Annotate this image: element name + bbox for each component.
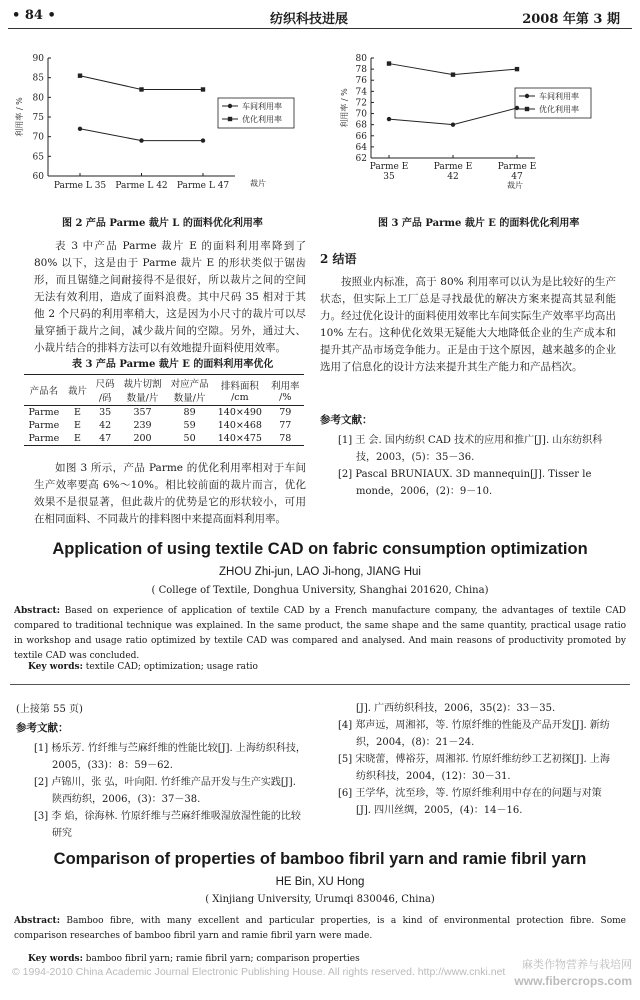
data-point xyxy=(78,74,82,78)
section-divider xyxy=(10,684,630,685)
data-point xyxy=(139,87,143,91)
table-cell: 140×490 xyxy=(217,407,262,418)
table-cell: Parme xyxy=(28,407,60,418)
data-point xyxy=(201,87,205,91)
table-cell: 42 xyxy=(99,420,112,431)
table-cell: 357 xyxy=(133,407,152,418)
data-point xyxy=(139,138,143,142)
x-tick-label: Parme E xyxy=(369,162,409,172)
table-3-caption: 表 3 产品 Parme 裁片 E 的面料利用率优化 xyxy=(72,359,274,370)
x-tick-label: 35 xyxy=(383,172,395,182)
table-cell: 59 xyxy=(183,420,196,431)
table-cell: E xyxy=(74,420,81,431)
data-point xyxy=(515,67,519,71)
table-row xyxy=(24,419,304,432)
y-tick-label: 76 xyxy=(355,76,367,87)
keywords-label: Key words: xyxy=(28,954,83,964)
table-header-cell: 利用率 /% xyxy=(271,380,300,403)
journal-name: 纺织科技进展 xyxy=(270,12,349,27)
table-cell: 35 xyxy=(99,407,112,418)
keywords-text: textile CAD; optimization; usage ratio xyxy=(82,662,258,672)
table-cell: 89 xyxy=(183,407,196,418)
table-header-cell: 对应产品 数量/片 xyxy=(170,379,209,404)
reference-item: [2] Pascal BRUNIAUX. 3D mannequin[J]. Tisser le monde，2006，(2)：9－10. xyxy=(338,469,592,497)
y-tick-label: 75 xyxy=(32,113,44,123)
y-axis-label: 利用率 / % xyxy=(15,97,24,137)
x-tick-label: 47 xyxy=(511,172,523,182)
article-2-keywords xyxy=(28,952,360,967)
table-cell: 77 xyxy=(279,420,292,431)
reference-item: [J]. 广西纺织科技，2006，35(2)：33－35. xyxy=(356,703,556,714)
article-1-title: Application of using textile CAD on fabric consumption optimization xyxy=(52,540,588,558)
y-tick-label: 90 xyxy=(32,54,44,64)
table-cell: 78 xyxy=(279,433,292,444)
table-cell: 47 xyxy=(99,433,112,444)
table-header-cell: 裁片切割 数量/片 xyxy=(123,379,162,404)
y-tick-label: 60 xyxy=(32,172,44,182)
keywords-text: bamboo fibril yarn; ramie fibril yarn; comparison properties xyxy=(82,954,360,964)
reference-item: [4] 郑声远，周湘祁，等. 竹原纤维的性能及产品开发[J]. 新纺织，2004，(8)：21－24. xyxy=(338,720,610,748)
header-rule xyxy=(8,28,632,29)
y-tick-label: 74 xyxy=(355,87,367,98)
data-point xyxy=(451,122,455,126)
legend-marker xyxy=(228,117,232,121)
y-tick-label: 85 xyxy=(32,73,44,84)
figure-2-chart xyxy=(10,38,300,198)
continued-marker: (上接第 55 页) xyxy=(16,704,83,715)
y-tick-label: 65 xyxy=(32,152,44,163)
abstract-label: Abstract: xyxy=(14,916,61,926)
copyright-footer: © 1994-2010 China Academic Journal Electronic Publishing House. All rights reserved. http://www.cnki.net xyxy=(12,966,506,978)
legend-marker xyxy=(525,94,529,98)
data-point xyxy=(515,106,519,110)
abstract-label: Abstract: xyxy=(14,606,61,616)
data-point xyxy=(451,72,455,76)
page-number: • 84 • xyxy=(12,8,56,23)
watermark-text: 麻类作物营养与栽培网 xyxy=(522,958,632,971)
y-tick-label: 80 xyxy=(355,54,367,64)
y-axis-label: 利用率 / % xyxy=(340,88,349,128)
table-cell: 200 xyxy=(133,433,152,444)
table-cell: 140×475 xyxy=(217,433,262,444)
table-cell: 140×468 xyxy=(217,420,262,431)
table-header-cell: 排料面积 /cm xyxy=(220,380,259,403)
legend-label: 车间利用率 xyxy=(242,102,282,111)
x-tick-label: Parme L 47 xyxy=(176,181,230,191)
section-title-conclusion: 2 结语 xyxy=(320,252,357,266)
article-1-authors: ZHOU Zhi-jun, LAO Ji-hong, JIANG Hui xyxy=(219,566,421,578)
table-cell: 79 xyxy=(279,407,292,418)
body-paragraph-1: 表 3 中产品 Parme 裁片 E 的面料利用率降到了 80% 以下，这是由于 Parme 裁片 E 的形状类似于锯齿形，而且锯缝之间耐接得不是很好，所以裁片之间的空间无法有效利用，造成了面料浪费。其中尺码 35 相对于其他 2 个尺码的利用率稍大，这是因为小尺寸的裁片可以尽量穿插于裁片之间，减少裁片间的空隙。另外，通过大、小裁片结合的排料方法可以有效地提升面料使用效率。 xyxy=(34,240,306,354)
x-tick-label: Parme E xyxy=(433,162,473,172)
conclusion-paragraph: 按照业内标准，高于 80% 利用率可以认为是比较好的生产状态，但实际上工厂总是寻找最优的解决方案来提高其显利能力。经过优化设计的面料使用效率比车间实际生产效率平均高出 10% 左右。这种优化效果无疑能大大地降低企业的生产成本和提升其产品市场竞争能力。正是由于这个原因，越来越多的企业选用了信息化的设计方法来提升其生产能力和产品档次。 xyxy=(320,276,616,373)
data-point xyxy=(201,138,205,142)
figure-3-caption: 图 3 产品 Parme 裁片 E 的面料优化利用率 xyxy=(378,218,580,229)
y-tick-label: 68 xyxy=(355,120,367,131)
y-tick-label: 64 xyxy=(355,142,367,153)
table-row xyxy=(24,406,304,420)
y-tick-label: 70 xyxy=(355,109,367,120)
x-axis-label: 裁片 xyxy=(250,179,266,188)
table-cell: Parme xyxy=(28,433,60,444)
article-1-keywords xyxy=(28,660,258,675)
table-header-cell: 产品名 xyxy=(29,386,59,397)
abstract-text: Bamboo fibre, with many excellent and particular properties, is a kind of environmental protection fibre. Some comparison researches of bamboo fibril yarn and ramie fibril yarn were made. xyxy=(14,916,626,941)
table-cell: 239 xyxy=(133,420,152,431)
table-header-cell: 尺码 /码 xyxy=(95,379,115,404)
reference-item: [2] 卢锦川，张 弘，叶向阳. 竹纤维产品开发与生产实践[J]. 陕西纺织，2006，(3)：37－38. xyxy=(34,777,296,805)
legend-label: 优化利用率 xyxy=(539,105,579,114)
continued-references-left xyxy=(34,740,306,842)
keywords-label: Key words: xyxy=(28,662,83,672)
figure-3-chart xyxy=(335,38,630,198)
x-tick-label: Parme L 42 xyxy=(115,181,168,191)
x-tick-label: 42 xyxy=(447,172,459,182)
y-tick-label: 62 xyxy=(355,154,367,164)
article-1-affiliation: ( College of Textile, Donghua University, Shanghai 201620, China) xyxy=(151,585,489,596)
data-point xyxy=(387,61,391,65)
series-line xyxy=(389,108,517,125)
data-point xyxy=(78,127,82,131)
article-2-authors: HE Bin, XU Hong xyxy=(275,876,365,888)
body-paragraph-2: 如图 3 所示，产品 Parme 的优化利用率相对于车间生产效率要高 6%～10%。相比较前面的裁片而言，优化效果不是很显著，但此裁片的优势是它的形状较小，可用在相同面料、不同裁片的排料图中来提高面料利用率。 xyxy=(34,462,306,525)
table-row xyxy=(24,432,304,446)
table-cell: 50 xyxy=(183,433,196,444)
reference-item: [1] 王 会. 国内纺织 CAD 技术的应用和推广[J]. 山东纺织科技，2003，(5)：35－36. xyxy=(338,435,603,463)
y-tick-label: 78 xyxy=(355,65,367,76)
continued-references-title: 参考文献： xyxy=(16,722,69,734)
legend-label: 车间利用率 xyxy=(539,92,579,101)
legend-label: 优化利用率 xyxy=(242,115,282,124)
references-list xyxy=(338,432,616,500)
y-tick-label: 80 xyxy=(32,93,44,104)
figure-2-caption: 图 2 产品 Parme 裁片 L 的面料优化利用率 xyxy=(62,218,263,229)
abstract-text: Based on experience of application of textile CAD by a French manufacture company, the advantages of textile CAD compared to traditional technique was explained. In the same product, the same shape and the same quantity, practical usage ratio in workshop and usage ratio optimized by textile CAD was compared and analysed. And main reasons of productivity promoted by textile CAD was concluded. xyxy=(14,606,626,661)
y-tick-label: 72 xyxy=(355,98,367,109)
legend-marker xyxy=(228,104,232,108)
references-title: 参考文献： xyxy=(320,414,373,426)
x-tick-label: Parme L 35 xyxy=(53,181,107,191)
reference-item: [3] 李 焰，徐海林. 竹原纤维与苎麻纤维吸湿放湿性能的比较研究 xyxy=(34,811,301,839)
table-3 xyxy=(24,374,304,446)
continued-references-right xyxy=(338,700,616,819)
y-tick-label: 70 xyxy=(32,132,44,143)
table-cell: Parme xyxy=(28,420,60,431)
table-cell: E xyxy=(74,433,81,444)
table-header-cell: 裁片 xyxy=(68,386,88,397)
article-2-abstract xyxy=(14,914,626,944)
table-cell: E xyxy=(74,407,81,418)
y-tick-label: 66 xyxy=(355,131,367,142)
x-tick-label: Parme E xyxy=(497,162,537,172)
watermark-url: www.fibercrops.com xyxy=(514,974,632,988)
reference-item: [1] 杨乐芳. 竹纤维与苎麻纤维的性能比较[J]. 上海纺织科技，2005，(33)：8：59－62. xyxy=(34,743,306,771)
article-2-affiliation: ( Xinjiang University, Urumqi 830046, China) xyxy=(205,894,435,905)
data-point xyxy=(387,117,391,121)
issue-label: 2008 年第 3 期 xyxy=(522,12,620,27)
article-1-abstract xyxy=(14,604,626,664)
reference-item: [6] 王学华，沈至珍，等. 竹原纤维利用中存在的问题与对策[J]. 四川丝绸，2005，(4)：14－16. xyxy=(338,788,602,816)
legend-marker xyxy=(525,107,529,111)
article-2-title: Comparison of properties of bamboo fibril yarn and ramie fibril yarn xyxy=(53,850,587,868)
x-axis-label: 裁片 xyxy=(507,181,523,190)
reference-item: [5] 宋晓蕾，傅裕芬，周湘祁. 竹原纤维纺纱工艺初探[J]. 上海纺织科技，2004，(12)：30－31. xyxy=(338,754,610,782)
